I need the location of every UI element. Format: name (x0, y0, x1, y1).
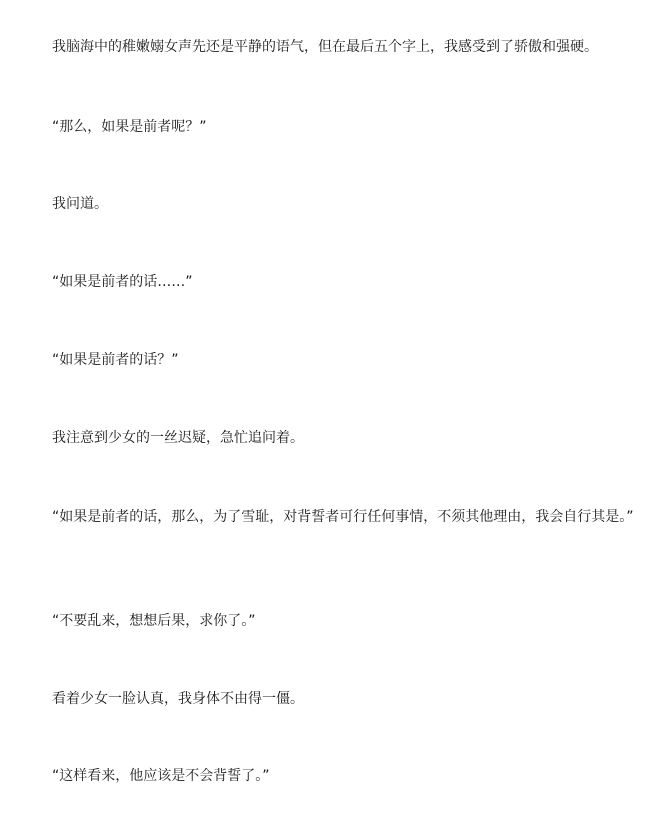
paragraph: “那么，如果是前者呢？” (52, 119, 207, 135)
paragraph: 我脑海中的稚嫩嫋女声先还是平静的语气，但在最后五个字上，我感受到了骄傲和强硬。 (52, 39, 598, 55)
paragraph: “如果是前者的话，那么，为了雪耻，对背誓者可行任何事情，不须其他理由，我会自行其是。” (52, 509, 634, 525)
paragraph: “这样看来，他应该是不会背誓了。” (52, 768, 270, 784)
paragraph: 我问道。 (52, 196, 108, 212)
paragraph: 我注意到少女的一丝迟疑，急忙追问着。 (52, 430, 304, 446)
paragraph: 看着少女一脸认真，我身体不由得一僵。 (52, 691, 304, 707)
paragraph: “如果是前者的话？” (52, 352, 179, 368)
paragraph: “如果是前者的话……” (52, 274, 193, 290)
paragraph: “不要乱来，想想后果，求你了。” (52, 613, 256, 629)
